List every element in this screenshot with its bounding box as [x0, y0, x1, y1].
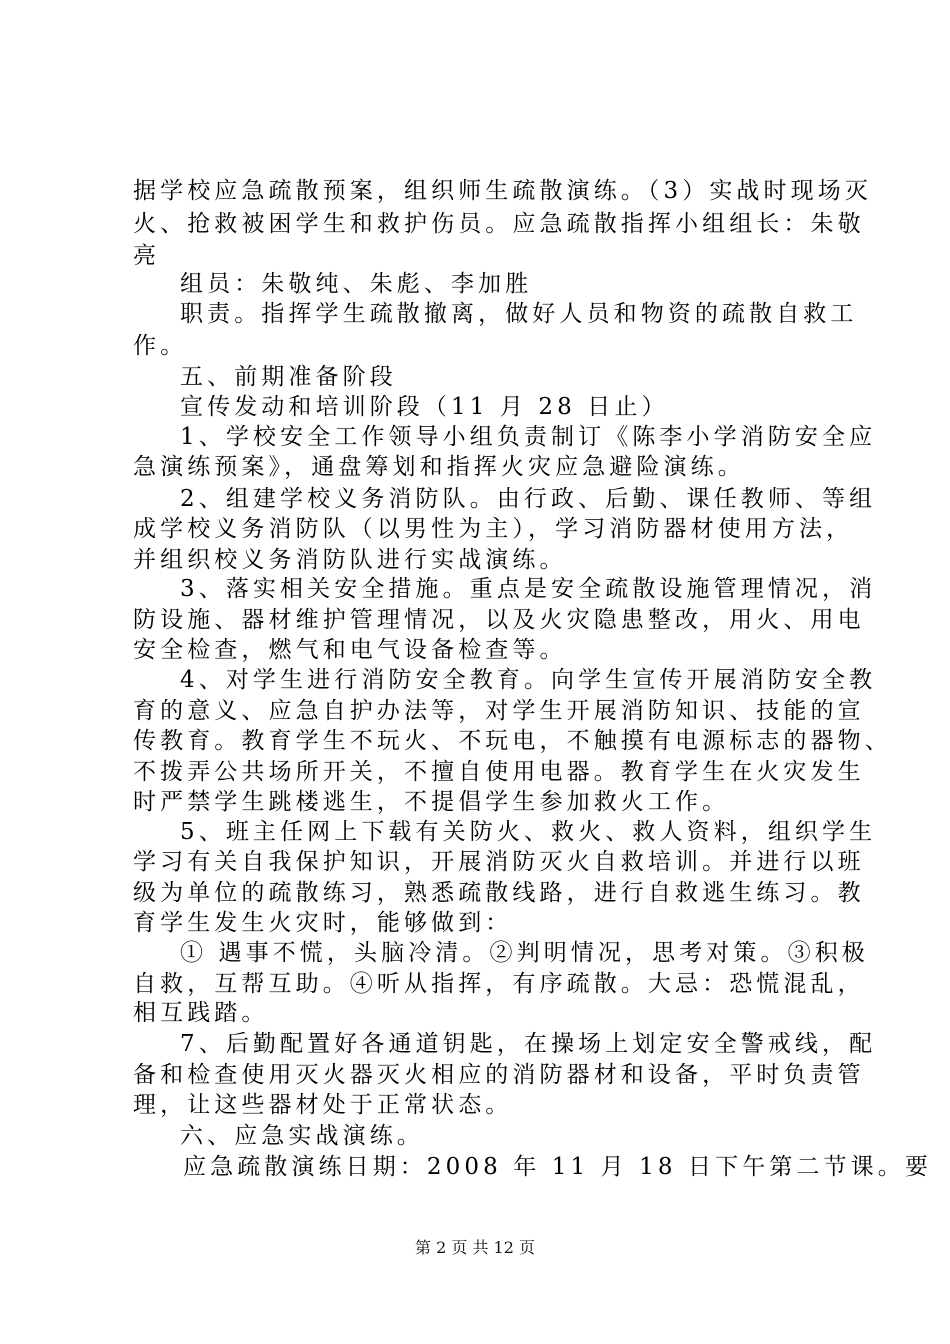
- text-line: 宣传发动和培训阶段（11 月 28 日止）: [180, 394, 669, 420]
- text-line: 3、落实相关安全措施。重点是安全疏散设施管理情况，消: [180, 576, 877, 602]
- text-line: 备和检查使用灭火器灭火相应的消防器材和设备，平时负责管: [133, 1062, 865, 1088]
- text-line: 4、对学生进行消防安全教育。向学生宣传开展消防安全教: [180, 667, 877, 693]
- text-line: 传教育。教育学生不玩火、不玩电，不触摸有电源标志的器物、: [133, 728, 892, 754]
- text-line: 据学校应急疏散预案，组织师生疏散演练。（3）实战时现场灭: [133, 178, 872, 204]
- text-line: 应急疏散演练日期：2008 年 11 月 18 日下午第二节课。要: [183, 1154, 932, 1180]
- text-line: 不拨弄公共场所开关，不擅自使用电器。教育学生在火灾发生: [133, 759, 865, 785]
- text-line: 7、后勤配置好各通道钥匙，在操场上划定安全警戒线，配: [180, 1031, 877, 1057]
- text-line: 急演练预案》，通盘筹划和指挥火灾应急避险演练。: [133, 454, 745, 480]
- text-line: 火、抢救被困学生和救护伤员。应急疏散指挥小组组长：朱敬: [133, 211, 865, 237]
- text-line: 育学生发生火灾时，能够做到：: [133, 910, 513, 936]
- text-line: 学习有关自我保护知识，开展消防灭火自救培训。并进行以班: [133, 849, 865, 875]
- text-line: 理，让这些器材处于正常状态。: [133, 1092, 513, 1118]
- text-line: 职责。指挥学生疏散撤离，做好人员和物资的疏散自救工: [180, 301, 858, 327]
- text-line: 5、班主任网上下载有关防火、救火、救人资料，组织学生: [180, 819, 877, 845]
- text-line: 成学校义务消防队（以男性为主），学习消防器材使用方法，: [133, 516, 854, 542]
- text-line: 育的意义、应急自护办法等，对学生开展消防知识、技能的宣: [133, 698, 865, 724]
- section-heading: 五、前期准备阶段: [180, 364, 397, 390]
- text-line: 2、组建学校义务消防队。由行政、后勤、课任教师、等组: [180, 486, 877, 512]
- text-line: 1、学校安全工作领导小组负责制订《陈李小学消防安全应: [180, 424, 877, 450]
- text-line: 相互践踏。: [133, 1000, 269, 1026]
- text-line: 亮: [133, 243, 161, 269]
- text-line: 作。: [133, 333, 188, 359]
- text-line: 安全检查，燃气和电气设备检查等。: [133, 637, 567, 663]
- section-heading: 六、应急实战演练。: [180, 1123, 424, 1149]
- text-line: ① 遇事不慌，头脑冷清。②判明情况，思考对策。③积极: [180, 940, 869, 966]
- text-line: 防设施、器材维护管理情况，以及火灾隐患整改，用火、用电: [133, 607, 865, 633]
- text-line: 组员：朱敬纯、朱彪、李加胜: [180, 271, 533, 297]
- page-number: 第 2 页 共 12 页: [415, 1238, 535, 1257]
- text-line: 并组织校义务消防队进行实战演练。: [133, 547, 567, 573]
- text-line: 时严禁学生跳楼逃生，不提倡学生参加救火工作。: [133, 789, 730, 815]
- page-footer: [0, 1236, 950, 1260]
- text-line: 级为单位的疏散练习，熟悉疏散线路，进行自救逃生练习。教: [133, 880, 865, 906]
- text-line: 自救，互帮互助。④听从指挥，有序疏散。大忌：恐慌混乱，: [133, 971, 865, 997]
